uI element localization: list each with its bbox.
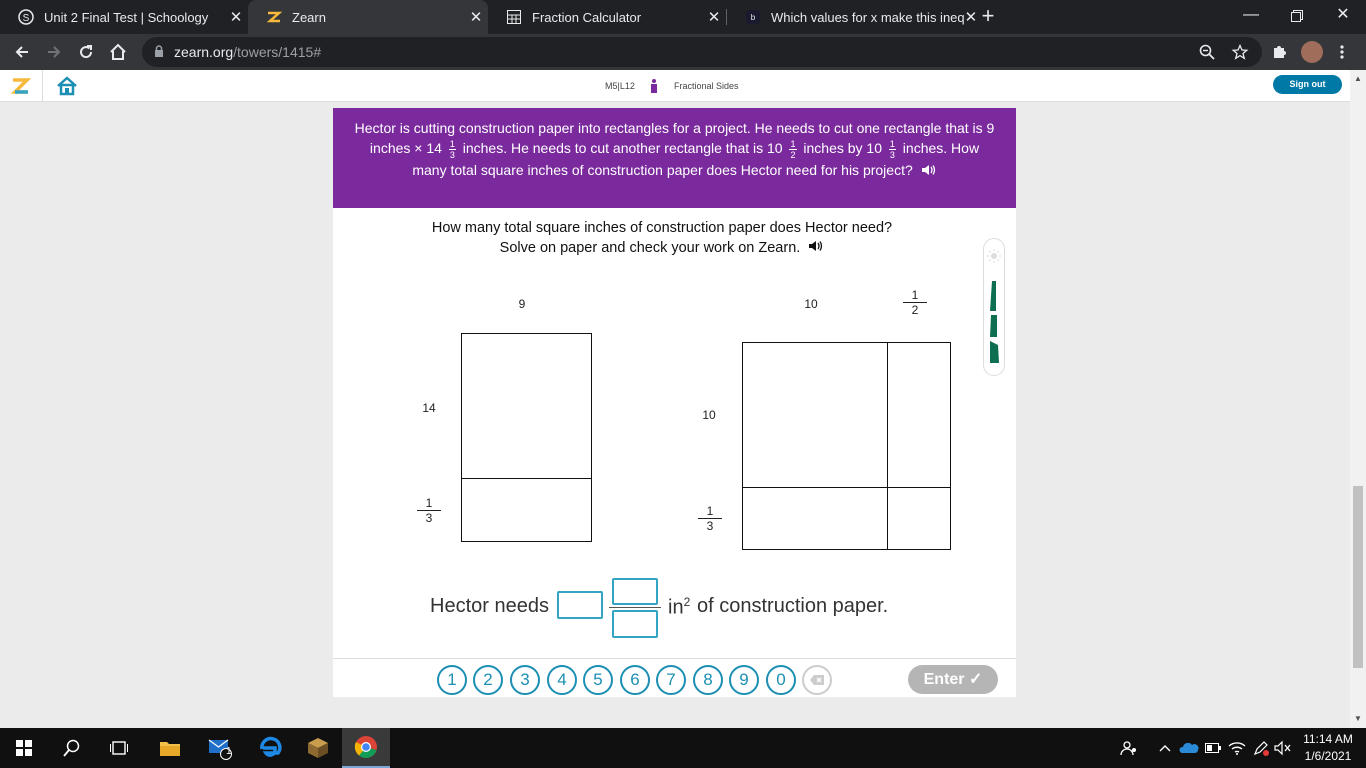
- tab-label: Fraction Calculator: [532, 9, 642, 25]
- new-tab-button[interactable]: +: [981, 3, 995, 28]
- fraction: $\frac{1}{2}$: [790, 138, 796, 160]
- zearn-icon: [266, 9, 282, 25]
- house-icon[interactable]: [56, 76, 78, 101]
- key-6[interactable]: 6: [620, 665, 650, 695]
- backspace-icon: [809, 674, 825, 686]
- key-5[interactable]: 5: [583, 665, 613, 695]
- tab-brainly[interactable]: [727, 0, 978, 34]
- file-explorer-button[interactable]: [146, 728, 194, 768]
- problem-card: [333, 108, 1016, 697]
- arrow-right-icon: [46, 44, 62, 60]
- kebab-menu-icon: [1340, 44, 1344, 60]
- scroll-down-icon[interactable]: ▼: [1354, 714, 1362, 723]
- star-icon: [1232, 44, 1248, 60]
- close-icon[interactable]: ✕: [964, 9, 978, 26]
- system-clock[interactable]: [1296, 731, 1360, 765]
- diagram2-horizontal-divider: [742, 487, 951, 488]
- mission-code: M5|L12: [605, 81, 635, 91]
- chrome-icon: [354, 735, 378, 759]
- answer-unit: $in^2$: [668, 595, 691, 619]
- home-button[interactable]: [104, 38, 132, 66]
- puzzle-icon: [1271, 44, 1287, 60]
- start-button[interactable]: [0, 728, 48, 768]
- fraction: $\frac{1}{3}$: [889, 138, 895, 160]
- key-3[interactable]: 3: [510, 665, 540, 695]
- url-text: zearn.org/towers/1415#: [174, 44, 322, 60]
- diagram1-height-fraction: 1 3: [417, 496, 441, 525]
- key-8[interactable]: 8: [693, 665, 723, 695]
- diagram2-vertical-divider: [887, 342, 888, 550]
- diagram1-height-label: 14: [422, 401, 436, 415]
- banner-text: Hector is cutting construction paper into rectangles for a project. He needs to cut one rectangle that is 9 inches × 14: [354, 120, 995, 156]
- banner-text: inches by 10: [803, 140, 882, 156]
- minecraft-button[interactable]: [294, 728, 342, 768]
- mail-badge: 1: [226, 746, 232, 757]
- close-icon[interactable]: ✕: [229, 9, 243, 26]
- back-button[interactable]: [8, 38, 36, 66]
- reload-button[interactable]: [72, 38, 100, 66]
- scroll-up-icon[interactable]: ▲: [1354, 74, 1362, 83]
- banner-text: inches. How many total square inches of construction paper does Hector need for his project?: [412, 140, 980, 178]
- page-scrollbar[interactable]: [1350, 70, 1366, 728]
- chrome-taskbar-button[interactable]: [342, 728, 390, 768]
- svg-text:S: S: [22, 13, 30, 24]
- onedrive-icon[interactable]: [1178, 738, 1200, 758]
- restore-button[interactable]: [1274, 0, 1320, 32]
- browser-tab-strip: [0, 0, 1366, 34]
- wifi-icon[interactable]: [1226, 738, 1248, 758]
- key-9[interactable]: 9: [729, 665, 759, 695]
- clock-time: 11:14 AM: [1303, 732, 1353, 746]
- tab-fraction-calculator[interactable]: [488, 0, 726, 34]
- windows-taskbar: [0, 728, 1366, 768]
- backspace-key[interactable]: [802, 665, 832, 695]
- edge-button[interactable]: [246, 728, 294, 768]
- chrome-menu-button[interactable]: [1330, 40, 1354, 64]
- zearn-header: [0, 70, 1350, 102]
- browser-toolbar: [0, 34, 1366, 70]
- tab-zearn[interactable]: [248, 0, 488, 34]
- svg-text:b: b: [750, 13, 756, 22]
- tab-schoology[interactable]: [0, 0, 248, 34]
- diagram2-width-label: 10: [804, 297, 818, 311]
- search-button[interactable]: [48, 728, 96, 768]
- whole-number-input[interactable]: [557, 591, 603, 619]
- chevron-up-icon[interactable]: [1154, 738, 1176, 758]
- minimize-button[interactable]: —: [1243, 6, 1259, 23]
- diagram2-width-fraction: 1 2: [903, 288, 927, 317]
- mail-button[interactable]: [196, 728, 244, 768]
- pen-ink-icon[interactable]: [1250, 738, 1272, 758]
- task-view-icon: [110, 740, 128, 756]
- magnifier-icon: [1199, 44, 1215, 60]
- schoology-icon: [18, 9, 34, 25]
- diagram2-height-label: 10: [702, 408, 716, 422]
- minecraft-block-icon: [307, 737, 329, 759]
- denominator-input[interactable]: [612, 610, 658, 638]
- question-line: How many total square inches of construction paper does Hector need?: [431, 220, 893, 236]
- speaker-icon[interactable]: [921, 161, 937, 181]
- answer-prefix: Hector needs: [430, 595, 549, 617]
- number-keypad: [333, 658, 1016, 697]
- word-problem-banner: [333, 108, 1016, 208]
- reload-icon: [78, 44, 94, 60]
- windows-logo-icon: [16, 740, 32, 756]
- tab-label: Unit 2 Final Test | Schoology: [44, 9, 209, 25]
- extensions-button[interactable]: [1267, 40, 1291, 64]
- enter-button[interactable]: Enter ✓: [908, 665, 998, 694]
- address-bar[interactable]: [142, 37, 1262, 67]
- answer-suffix: of construction paper.: [697, 595, 889, 617]
- header-divider: [42, 70, 43, 102]
- diagram2-rectangle: [742, 342, 951, 550]
- key-1[interactable]: 1: [437, 665, 467, 695]
- fraction-bar: [609, 607, 661, 608]
- question-prompt: [333, 218, 991, 258]
- zoom-button[interactable]: [1195, 40, 1219, 64]
- volume-muted-icon[interactable]: [1272, 738, 1294, 758]
- tab-label: Zearn: [292, 9, 326, 25]
- close-icon[interactable]: ✕: [469, 9, 483, 26]
- search-icon: [63, 739, 81, 757]
- numerator-input[interactable]: [612, 578, 658, 605]
- bookmark-marker-icon: [650, 78, 658, 99]
- answer-sentence: [333, 578, 1016, 638]
- diagram1-width-label: 9: [518, 297, 526, 311]
- zearn-logo-icon[interactable]: [10, 76, 30, 101]
- battery-icon[interactable]: [1202, 738, 1224, 758]
- sign-out-button[interactable]: Sign out: [1273, 75, 1342, 94]
- avatar: [1301, 41, 1323, 63]
- brainly-icon: [745, 9, 761, 25]
- bookmark-button[interactable]: [1228, 40, 1252, 64]
- folder-icon: [159, 739, 181, 757]
- home-icon: [109, 43, 127, 61]
- key-7[interactable]: 7: [656, 665, 686, 695]
- diagram1-divider: [461, 478, 592, 479]
- people-icon[interactable]: [1118, 738, 1140, 758]
- tab-label: Which values for x make this ineq: [771, 9, 965, 25]
- forward-button[interactable]: [40, 38, 68, 66]
- lesson-title: Fractional Sides: [674, 81, 739, 91]
- arrow-left-icon: [14, 44, 30, 60]
- diagram1-rectangle: [461, 333, 592, 542]
- task-view-button[interactable]: [95, 728, 143, 768]
- close-window-button[interactable]: ✕: [1336, 6, 1350, 23]
- key-0[interactable]: 0: [766, 665, 796, 695]
- sun-icon: [987, 249, 1001, 263]
- close-icon[interactable]: ✕: [707, 9, 721, 26]
- profile-button[interactable]: [1300, 40, 1324, 64]
- speaker-icon[interactable]: [808, 238, 824, 258]
- scrollbar-thumb[interactable]: [1353, 486, 1363, 668]
- lock-icon: [154, 45, 164, 63]
- diagram2-height-fraction: 1 3: [698, 504, 722, 533]
- key-4[interactable]: 4: [547, 665, 577, 695]
- clock-date: 1/6/2021: [1304, 749, 1352, 763]
- banner-text: inches. He needs to cut another rectangle that is 10: [462, 140, 783, 156]
- calculator-icon: [506, 9, 522, 25]
- question-line-with-audio: Solve on paper and check your work on Zearn.: [333, 238, 991, 258]
- key-2[interactable]: 2: [473, 665, 503, 695]
- edge-icon: [259, 737, 281, 759]
- progress-tower: [983, 238, 1005, 376]
- fraction: $\frac{1}{3}$: [449, 138, 455, 160]
